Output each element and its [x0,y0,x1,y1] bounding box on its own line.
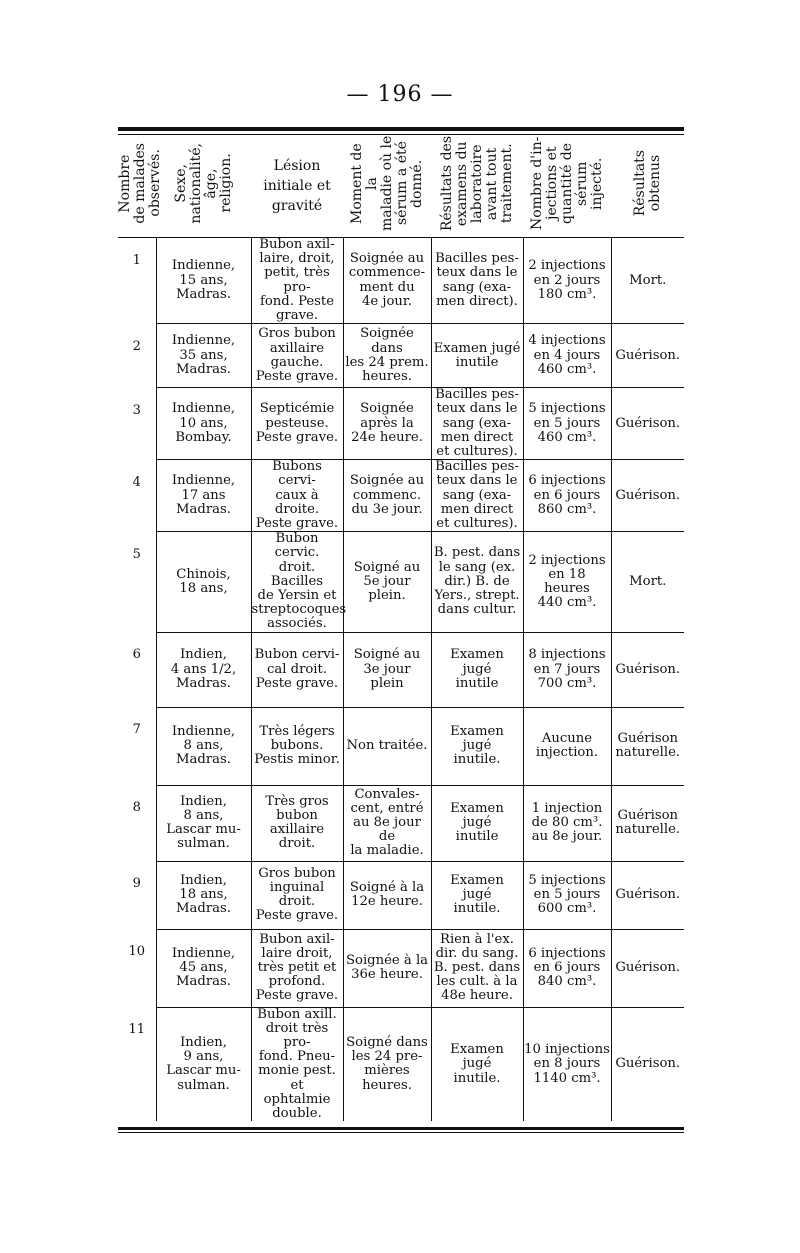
cell-injections: Aucune injection. [523,707,611,785]
cell-num: 6 [132,647,141,663]
header-row [118,135,684,238]
cell-moment: Soignée à la 36e heure. [343,929,431,1007]
cell-sexe: Indienne, 17 ans Madras. [156,460,251,532]
cell-examens: Rien à l'ex. dir. du sang. B. pest. dans les cult. à la 48e heure. [431,929,523,1007]
table-row [118,460,684,532]
cell-num: 7 [132,722,141,738]
cell-lesion: Bubon cervi- cal droit. Peste grave. [251,632,343,707]
cell-injections: 1 injection de 80 cm³. au 8e jour. [523,785,611,861]
cell-sexe: Indienne, 10 ans, Bombay. [156,388,251,460]
cell-moment: Soigné au 3e jour plein [343,632,431,707]
table-row [118,388,684,460]
cell-examens: Examen jugé inutile [431,632,523,707]
cell-injections: 6 injections en 6 jours 860 cm³. [523,460,611,532]
cell-lesion: Bubon axill. droit très pro- fond. Pneu- monie pest. et ophtalmie double. [251,1007,343,1121]
bottom-rule-thin [118,1132,684,1133]
cell-num: 4 [132,474,141,490]
cell-num: 11 [128,1022,146,1038]
cell-lesion: Bubon axil- laire, droit, petit, très pro- fond. Peste grave. [251,238,343,324]
cell-resultat: Mort. [611,238,684,324]
cell-lesion: Très légers bubons. Pestis minor. [251,707,343,785]
cell-sexe: Indien, 18 ans, Madras. [156,861,251,929]
cell-resultat: Guérison. [611,929,684,1007]
cell-sexe: Indienne, 15 ans, Madras. [156,238,251,324]
cell-lesion: Gros bubon axillaire gauche. Peste grave. [251,324,343,388]
header-nombre: Nombre de malades observés. [118,135,156,238]
cell-examens: Bacilles pes- teux dans le sang (exa- men direct et cultures). [431,388,523,460]
cell-resultat: Guérison. [611,632,684,707]
cell-examens: Examen jugé inutile [431,785,523,861]
cell-resultat: Guérison. [611,324,684,388]
cell-moment: Soigné dans les 24 pre- mières heures. [343,1007,431,1121]
cell-moment: Soignée après la 24e heure. [343,388,431,460]
table-row [118,632,684,707]
cell-sexe: Chinois, 18 ans, [156,532,251,632]
table-row [118,238,684,324]
cell-lesion: Gros bubon inguinal droit. Peste grave. [251,861,343,929]
table-row [118,785,684,861]
cell-num: 8 [132,800,141,816]
cell-injections: 5 injections en 5 jours 460 cm³. [523,388,611,460]
cell-lesion: Bubon cervic. droit. Bacilles de Yersin et streptocoques associés. [251,531,347,632]
cell-sexe: Indienne, 35 ans, Madras. [156,324,251,388]
cell-resultat: Guérison. [611,460,684,532]
cell-num: 3 [132,402,141,418]
cell-sexe: Indienne, 8 ans, Madras. [156,707,251,785]
table-row [118,707,684,785]
header-moment: Moment de la maladie où le sérum a été donné. [343,135,431,238]
cell-resultat: Guérison. [611,1007,684,1121]
cell-lesion: Bubon axil- laire droit, très petit et profond. Peste grave. [251,929,343,1007]
cell-examens: Examen jugé inutile. [431,861,523,929]
header-lesion: Lésion initiale et gravité [251,135,343,238]
cell-examens: Examen jugé inutile [431,324,523,388]
cell-injections: 5 injections en 5 jours 600 cm³. [523,861,611,929]
table-row [118,861,684,929]
cell-examens: Examen jugé inutile. [431,1007,523,1121]
cell-lesion: Septicémie pesteuse. Peste grave. [251,388,343,460]
cell-examens: B. pest. dans le sang (ex. dir.) B. de Yers., strept. dans cultur. [431,532,523,632]
table-row [118,532,684,632]
cell-sexe: Indien, 9 ans, Lascar mu- sulman. [156,1007,251,1121]
cell-injections: 10 injections en 8 jours 1140 cm³. [523,1007,611,1121]
cell-moment: Soignée au commenc. du 3e jour. [343,460,431,532]
table-row [118,929,684,1007]
cell-lesion: Très gros bubon axillaire droit. [251,785,343,861]
cell-num: 5 [132,546,141,562]
header-resultats: Résultats obtenus [611,135,684,238]
cell-num: 2 [132,338,141,354]
table-row [118,324,684,388]
cell-moment: Convales- cent, entré au 8e jour de la maladie. [343,785,431,861]
cell-injections: 4 injections en 4 jours 460 cm³. [523,324,611,388]
cell-moment: Soignée dans les 24 prem. heures. [343,324,431,388]
cell-resultat: Guérison naturelle. [611,707,684,785]
cell-sexe: Indienne, 45 ans, Madras. [156,929,251,1007]
cell-injections: 8 injections en 7 jours 700 cm³. [523,632,611,707]
cell-examens: Examen jugé inutile. [431,707,523,785]
cell-num: 9 [132,876,141,892]
observations-table [118,127,684,1133]
cell-injections: 6 injections en 6 jours 840 cm³. [523,929,611,1007]
cell-num: 10 [128,944,146,960]
table-row [118,1007,684,1121]
header-injections: Nombre d'in- jections et quantité de sérum injecté. [523,135,611,238]
cell-moment: Soigné au 5e jour plein. [343,532,431,632]
cell-examens: Bacilles pes- teux dans le sang (exa- men direct). [431,238,523,324]
cell-resultat: Guérison naturelle. [611,785,684,861]
cell-sexe: Indien, 4 ans 1/2, Madras. [156,632,251,707]
cell-sexe: Indien, 8 ans, Lascar mu- sulman. [156,785,251,861]
cell-num: 1 [132,253,141,268]
cell-moment: Soignée au commence- ment du 4e jour. [343,238,431,324]
cell-resultat: Guérison. [611,388,684,460]
cell-injections: 2 injections en 18 heures 440 cm³. [523,532,611,632]
header-sexe: Sexe, nationalité, âge, religion. [156,135,251,238]
cell-resultat: Guérison. [611,861,684,929]
cell-moment: Soigné à la 12e heure. [343,861,431,929]
header-examens: Résultats des examens du laboratoire avant tout traitement. [431,135,523,238]
cell-moment: Non traitée. [343,707,431,785]
cell-injections: 2 injections en 2 jours 180 cm³. [523,238,611,324]
cell-lesion: Bubons cervi- caux à droite. Peste grave. [251,460,343,532]
cell-examens: Bacilles pes- teux dans le sang (exa- men direct et cultures). [431,460,523,532]
cell-resultat: Mort. [611,532,684,632]
page-number: — 196 — [346,82,454,107]
